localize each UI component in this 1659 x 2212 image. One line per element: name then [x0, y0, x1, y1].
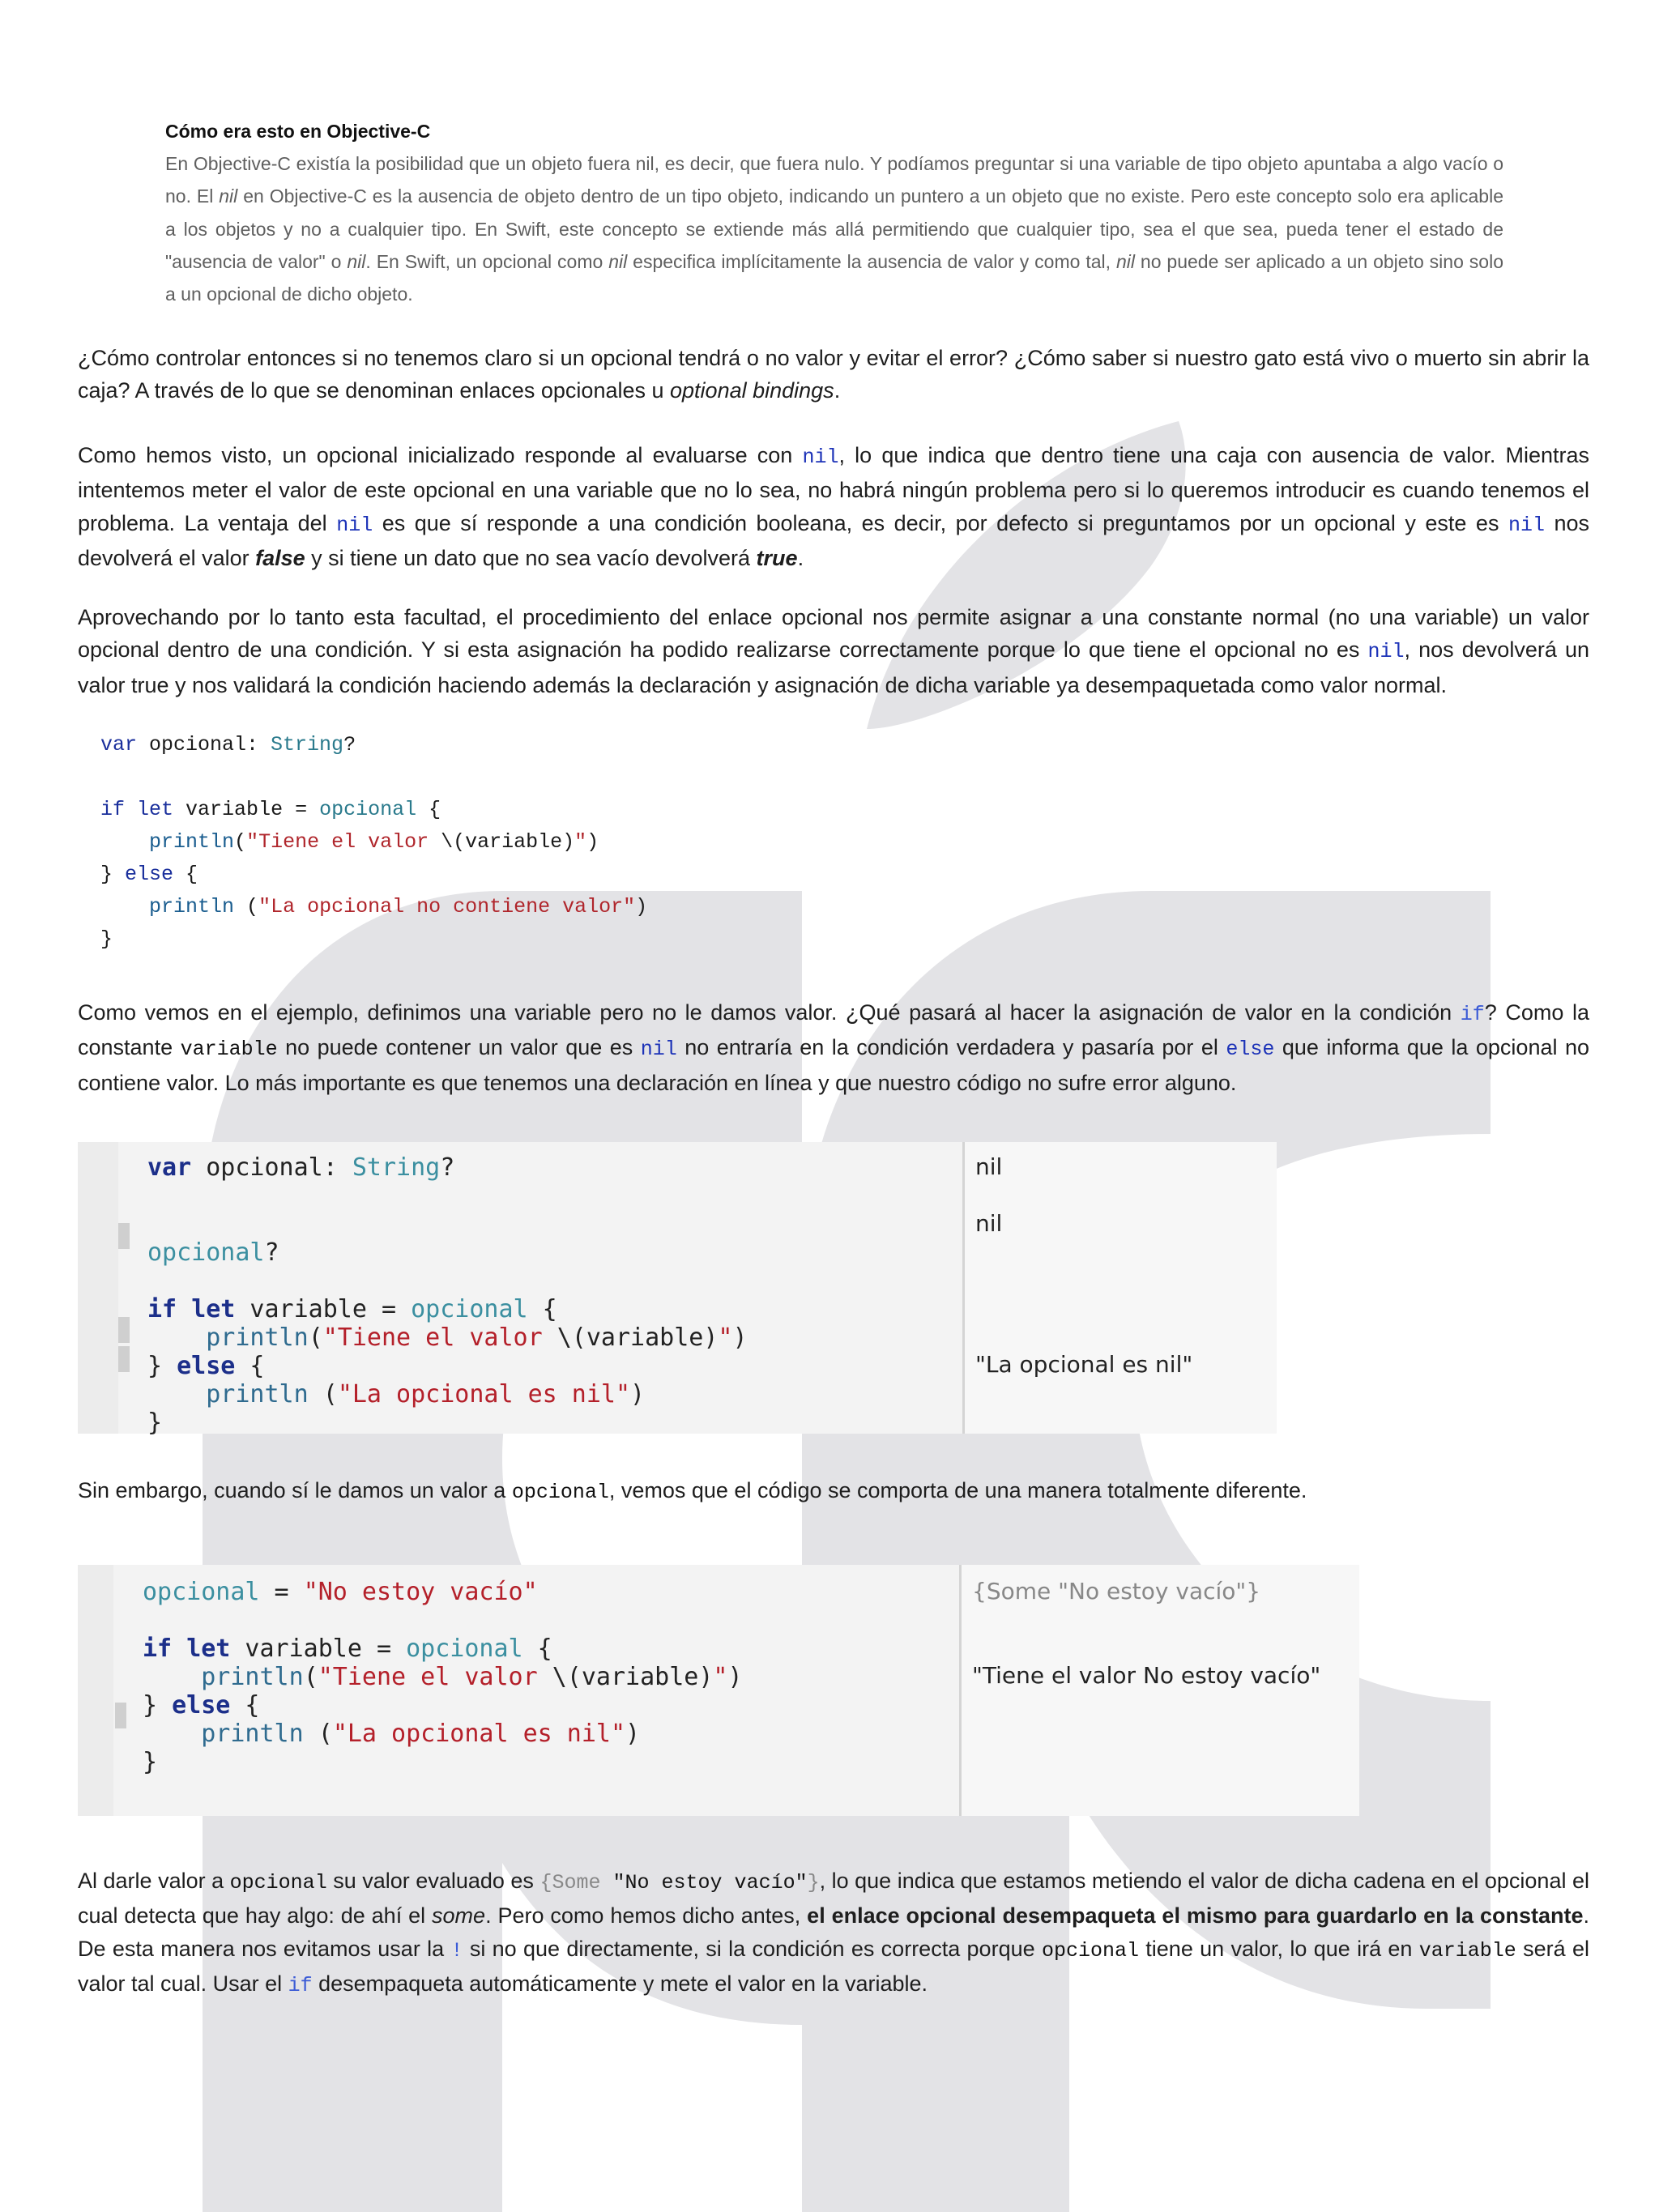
- text: que informa que la opcional no contiene valor. Lo más importante es que tenemos una declaración en línea y que nuestro código no sufre error alguno.: [78, 1035, 1589, 1095]
- note-text: . En Swift, un opcional como: [365, 250, 609, 272]
- text: tiene un valor, lo que irá en: [1138, 1936, 1419, 1961]
- code-token: \(variable): [441, 830, 575, 854]
- code-token: variable =: [230, 1634, 407, 1663]
- note-title: Cómo era esto en Objective-C: [165, 121, 431, 142]
- text: .: [834, 378, 841, 403]
- code-token: }: [147, 1352, 177, 1380]
- code-token: {: [235, 1352, 265, 1380]
- code-token: println: [201, 1663, 304, 1691]
- code-token: }: [143, 1748, 158, 1776]
- code-token: \(variable): [552, 1663, 714, 1691]
- paragraph-6: [78, 1865, 1589, 2002]
- code-token: {: [527, 1295, 557, 1323]
- text: Sin embargo, cuando sí le damos un valor a: [78, 1478, 512, 1502]
- inline-code-bang: !: [450, 1938, 463, 1963]
- code-token: [172, 1634, 186, 1663]
- text: Al darle valor a: [78, 1869, 230, 1893]
- text: . Pero como hemos dicho antes,: [485, 1903, 808, 1929]
- code-token: variable =: [173, 798, 320, 821]
- code-token: opcional: [147, 1238, 265, 1267]
- objc-note: [165, 115, 1503, 310]
- code-block-optional-binding: [100, 729, 647, 956]
- note-nil: nil: [608, 250, 628, 272]
- code-token: opcional: [406, 1634, 523, 1663]
- code-token: "La opcional es nil": [332, 1720, 626, 1748]
- text: y si tiene un dato que no sea vacío devolverá: [305, 545, 757, 570]
- text: su valor evaluado es: [326, 1869, 540, 1893]
- text: no puede contener un valor que es: [277, 1035, 641, 1060]
- result-value: "Tiene el valor No estoy vacío": [972, 1662, 1321, 1689]
- code-token: ?: [343, 733, 356, 757]
- inline-code-nil: nil: [336, 513, 373, 537]
- results-sidebar: [962, 1142, 1277, 1434]
- inline-code-if: if: [1460, 1003, 1485, 1026]
- code-token: var: [147, 1153, 192, 1182]
- result-value: nil: [975, 1210, 1003, 1237]
- code-token: println: [149, 895, 235, 918]
- text: . De esta manera nos evitamos usar la: [78, 1903, 1589, 1961]
- paragraph-5: [78, 1474, 1589, 1509]
- code-token: }: [143, 1691, 173, 1720]
- code-token: {: [416, 798, 441, 821]
- code-token: if: [147, 1295, 177, 1323]
- paragraph-1: [78, 342, 1589, 407]
- some-word: some: [432, 1903, 486, 1929]
- code-token: println: [206, 1323, 309, 1352]
- code-token: ): [727, 1663, 743, 1691]
- editor-gutter: [78, 1565, 113, 1816]
- note-nil: nil: [219, 185, 238, 207]
- true-value: true: [756, 545, 798, 570]
- text: nos devolverá el valor: [78, 510, 1589, 570]
- code-token: println: [206, 1380, 309, 1409]
- note-text: no puede ser aplicado a un objeto sino solo a un opcional de dicho objeto.: [165, 250, 1503, 305]
- code-token: "Tiene el valor: [318, 1663, 552, 1691]
- results-divider: [959, 1565, 962, 1816]
- code-token: String: [352, 1153, 441, 1182]
- code-token: "No estoy vacío": [303, 1578, 538, 1606]
- code-token: ): [586, 830, 599, 854]
- inline-code-opcional: opcional: [1041, 1938, 1139, 1963]
- code-token: opcional:: [137, 733, 271, 757]
- code-token: String: [271, 733, 344, 757]
- code-token: \(variable): [557, 1323, 719, 1352]
- editor-code: [147, 1153, 748, 1437]
- text: será el valor tal cual. Usar el: [78, 1936, 1589, 1996]
- editor-gutter: [78, 1142, 118, 1434]
- code-token: else: [177, 1352, 236, 1380]
- code-token: {: [522, 1634, 552, 1663]
- code-token: {: [173, 863, 198, 886]
- text: ? Como la constante: [78, 1000, 1590, 1060]
- text: ¿Cómo controlar entonces si no tenemos claro si un opcional tendrá o no valor y evitar el error? ¿Cómo saber si nuestro gato está vivo o muerto sin abrir la caja? A través de lo que se denominan enlaces opcionales u: [78, 346, 1589, 403]
- inline-code-variable: variable: [180, 1038, 278, 1062]
- inline-code-some: {Some: [539, 1871, 613, 1894]
- line-marker: [118, 1317, 130, 1343]
- code-token: ?: [440, 1153, 455, 1182]
- code-token: else: [125, 863, 174, 886]
- bold-statement: el enlace opcional desempaqueta el mismo para guardarlo en la constante: [807, 1903, 1584, 1929]
- code-token: }: [100, 927, 113, 951]
- inline-code-nil: nil: [640, 1038, 677, 1062]
- note-nil: nil: [347, 250, 366, 272]
- code-token: let: [186, 1634, 231, 1663]
- text: Como vemos en el ejemplo, definimos una variable pero no le damos valor. ¿Qué pasará al hacer la asignación de valor en la condición: [78, 1000, 1461, 1025]
- text: desempaqueta automáticamente y mete el valor en la variable.: [312, 1971, 928, 1996]
- optional-bindings: optional bindings: [670, 378, 834, 403]
- code-token: ?: [264, 1238, 279, 1267]
- text: .: [797, 545, 804, 570]
- inline-code-nil: nil: [1508, 513, 1545, 537]
- code-token: [177, 1295, 191, 1323]
- result-value: nil: [975, 1153, 1003, 1180]
- code-token: ): [635, 895, 648, 918]
- code-token: (: [308, 1323, 323, 1352]
- code-token: =: [259, 1578, 304, 1606]
- text: , nos devolverá un valor true y nos validará la condición haciendo además la declaración y asignación de dicha variable ya desempaquetada como valor normal.: [78, 637, 1589, 697]
- line-marker: [118, 1346, 130, 1372]
- code-token: if: [100, 798, 126, 821]
- false-value: false: [255, 545, 305, 570]
- code-token: opcional: [319, 798, 417, 821]
- code-token: println: [149, 830, 235, 854]
- inline-code-opcional: opcional: [511, 1481, 609, 1504]
- inline-code-nil: nil: [1367, 640, 1405, 664]
- text: , vemos que el código se comporta de una manera totalmente diferente.: [608, 1478, 1307, 1502]
- text: Aprovechando por lo tanto esta facultad, el procedimiento del enlace opcional nos permite asignar a una constante normal (no una variable) un valor opcional dentro de una condición. Y si esta asignación ha podido realizarse correctamente porque lo que tiene el opcional no es: [78, 605, 1589, 663]
- code-token: let: [137, 798, 174, 821]
- code-token: ": [718, 1323, 733, 1352]
- text: , lo que indica que estamos metiendo el valor de dicha cadena en el opcional el cual detecta que hay algo: de ahí el: [78, 1869, 1589, 1929]
- inline-code-string: "No estoy vacío": [612, 1871, 808, 1894]
- result-value: "La opcional es nil": [975, 1351, 1193, 1378]
- code-token: variable =: [235, 1295, 412, 1323]
- paragraph-4: [78, 996, 1589, 1099]
- line-marker: [118, 1223, 130, 1249]
- inline-code-nil: nil: [802, 445, 839, 469]
- text: no entraría en la condición verdadera y pasaría por el: [676, 1035, 1226, 1060]
- inline-code-else: else: [1226, 1038, 1275, 1062]
- code-token: "Tiene el valor: [322, 1323, 557, 1352]
- code-token: ": [574, 830, 587, 854]
- note-text: en Objective-C es la ausencia de objeto dentro de un tipo objeto, indicando un puntero a un objeto que no existe. Pero este concepto solo era aplicable a los objetos y no a cualquier tipo. En Swift, este concepto se extiende más allá permitiendo que cualquier tipo, sea el que sea, pueda tener el estado de "ausencia de valor" o: [165, 185, 1503, 272]
- inline-code-opcional: opcional: [229, 1871, 327, 1894]
- inline-code-brace: }: [807, 1871, 820, 1894]
- code-token: println: [201, 1720, 304, 1748]
- code-token: ): [630, 1380, 646, 1409]
- playground-screenshot-2: [78, 1565, 1359, 1816]
- text: Como hemos visto, un opcional inicializado responde al evaluarse con: [78, 443, 803, 467]
- code-token: }: [100, 863, 126, 886]
- note-body: [165, 147, 1503, 310]
- code-token: ): [625, 1720, 641, 1748]
- note-nil: nil: [1115, 250, 1135, 272]
- text: , lo que indica que dentro tiene una caja con ausencia de valor. Mientras intentemos meter el valor de este opcional en una variable que no lo sea, no habrá ningún problema pero si lo queremos introducir es cuando tenemos el problema. La ventaja del: [78, 443, 1590, 535]
- code-token: "Tiene el valor: [246, 830, 441, 854]
- paragraph-2: [78, 439, 1589, 574]
- note-text: especifica implícitamente la ausencia de valor y como tal,: [627, 250, 1116, 272]
- results-divider: [962, 1142, 965, 1434]
- code-token: else: [172, 1691, 231, 1720]
- line-marker: [115, 1703, 126, 1728]
- code-token: opcional: [411, 1295, 528, 1323]
- inline-code-variable: variable: [1418, 1938, 1516, 1963]
- code-token: (: [234, 895, 259, 918]
- text: si no que directamente, si la condición es correcta porque: [463, 1936, 1042, 1961]
- text: es que sí responde a una condición booleana, es decir, por defecto si preguntamos por un opcional y este es: [373, 510, 1508, 535]
- code-token: (: [234, 830, 247, 854]
- code-token: ": [713, 1663, 728, 1691]
- note-text: En Objective-C existía la posibilidad que un objeto fuera nil, es decir, que fuera nulo. Y podíamos preguntar si una variable de tipo objeto apuntaba a algo vacío o no. El: [165, 153, 1503, 207]
- code-token: var: [100, 733, 138, 757]
- code-token: opcional:: [191, 1153, 352, 1182]
- code-token: (: [308, 1380, 338, 1409]
- code-token: }: [147, 1409, 163, 1437]
- code-token: (: [303, 1720, 333, 1748]
- result-value: {Some "No estoy vacío"}: [972, 1578, 1261, 1605]
- code-token: {: [230, 1691, 260, 1720]
- code-token: ): [732, 1323, 748, 1352]
- playground-screenshot-1: [78, 1142, 1277, 1437]
- code-token: opcional: [143, 1578, 260, 1606]
- code-token: let: [191, 1295, 236, 1323]
- code-token: "La opcional es nil": [337, 1380, 631, 1409]
- paragraph-3: [78, 601, 1589, 701]
- code-token: "La opcional no contiene valor": [258, 895, 636, 918]
- code-token: if: [143, 1634, 173, 1663]
- editor-code: [143, 1578, 743, 1776]
- code-token: (: [303, 1663, 318, 1691]
- inline-code-if: if: [288, 1973, 313, 1997]
